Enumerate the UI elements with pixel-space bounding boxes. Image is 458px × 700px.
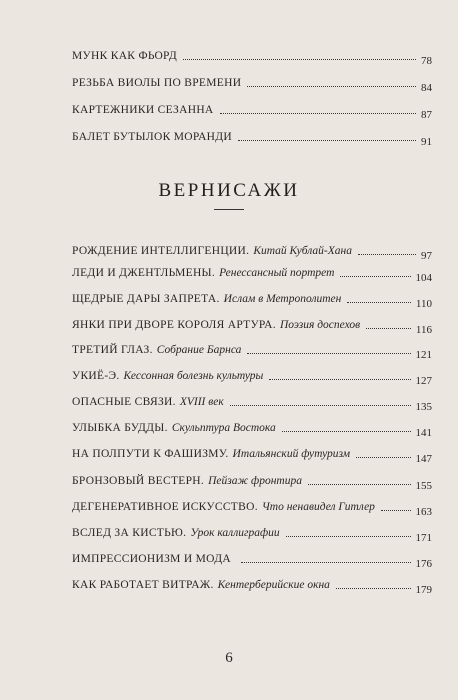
entry-subtitle: Пейзаж фронтира [208, 475, 302, 487]
dot-leader [269, 379, 410, 380]
toc-entry [72, 369, 432, 387]
dot-leader [381, 510, 411, 511]
toc-entry [72, 318, 432, 336]
dot-leader [336, 588, 411, 589]
entry-page-number: 176 [415, 558, 432, 570]
entry-subtitle: Ренессансный портрет [219, 267, 335, 279]
entry-title: ЩЕДРЫЕ ДАРЫ ЗАПРЕТА. [72, 293, 220, 305]
entry-page-number: 141 [415, 427, 432, 439]
entry-page-number: 97 [421, 250, 432, 262]
entry-page-number: 147 [415, 453, 432, 465]
entry-subtitle: Кентерберийские окна [217, 579, 330, 591]
dot-leader [241, 562, 411, 563]
toc-entry [72, 292, 432, 310]
entry-subtitle: Скульптура Востока [171, 422, 276, 434]
entry-subtitle: Что ненавидел Гитлер [261, 501, 375, 513]
entry-title: ТРЕТИЙ ГЛАЗ. [72, 344, 153, 356]
dot-leader [308, 484, 411, 485]
entry-page-number: 179 [415, 584, 432, 596]
dot-leader [220, 113, 416, 114]
entry-title: КАРТЕЖНИКИ СЕЗАННА [72, 104, 214, 116]
dot-leader [230, 405, 411, 406]
dot-leader [183, 59, 416, 60]
toc-entry [72, 266, 432, 284]
entry-page-number: 84 [421, 82, 432, 94]
entry-title: МУНК КАК ФЬОРД [72, 50, 178, 62]
toc-entry [72, 552, 432, 570]
entry-page-number: 116 [415, 324, 432, 336]
dot-leader [358, 254, 416, 255]
entry-page-number: 171 [415, 532, 432, 544]
entry-title: БАЛЕТ БУТЫЛОК МОРАНДИ [72, 131, 233, 143]
entry-subtitle: Китай Кублай-Хана [253, 245, 352, 257]
dot-leader [282, 431, 411, 432]
page-number: 6 [225, 650, 233, 666]
toc-entry [72, 395, 432, 413]
toc-entry [72, 244, 432, 262]
toc-entry [72, 343, 432, 361]
toc-entry [72, 578, 432, 596]
entry-page-number: 127 [415, 375, 432, 387]
toc-entry [72, 474, 432, 492]
entry-title: УКИЁ-Э. [72, 370, 120, 382]
entry-title: ЛЕДИ И ДЖЕНТЛЬМЕНЫ. [72, 267, 216, 279]
toc-entry [72, 447, 432, 465]
toc-entry [72, 49, 432, 67]
dot-leader [238, 140, 416, 141]
entry-title: КАК РАБОТАЕТ ВИТРАЖ. [72, 579, 214, 591]
entry-page-number: 87 [421, 109, 432, 121]
entry-title: РЕЗЬБА ВИОЛЫ ПО ВРЕМЕНИ [72, 77, 242, 89]
entry-page-number: 155 [415, 480, 432, 492]
toc-entry [72, 421, 432, 439]
dot-leader [356, 457, 410, 458]
toc-entry [72, 130, 432, 148]
entry-page-number: 110 [415, 298, 432, 310]
dot-leader [340, 276, 410, 277]
entry-subtitle: Кессонная болезнь культуры [123, 370, 264, 382]
entry-subtitle: Собрание Барнса [156, 344, 242, 356]
entry-title: ОПАСНЫЕ СВЯЗИ. [72, 396, 176, 408]
entry-subtitle: Поэзия доспехов [279, 319, 361, 331]
entry-title: УЛЫБКА БУДДЫ. [72, 422, 168, 434]
dot-leader [247, 353, 410, 354]
entry-title: ВСЛЕД ЗА КИСТЬЮ. [72, 527, 187, 539]
section-heading: ВЕРНИСАЖИ [158, 180, 300, 201]
entry-page-number: 91 [421, 136, 432, 148]
entry-page-number: 163 [415, 506, 432, 518]
entry-subtitle: Итальянский футуризм [232, 448, 351, 460]
dot-leader [247, 86, 416, 87]
dot-leader [286, 536, 411, 537]
toc-entry [72, 526, 432, 544]
entry-page-number: 121 [415, 349, 432, 361]
show-through-shadow [280, 150, 360, 168]
entry-page-number: 135 [415, 401, 432, 413]
entry-subtitle: XVIII век [179, 396, 224, 408]
entry-subtitle: Урок каллиграфии [190, 527, 280, 539]
entry-page-number: 78 [421, 55, 432, 67]
entry-page-number: 104 [415, 272, 432, 284]
entry-title: ИМПРЕССИОНИЗМ И МОДА [72, 553, 231, 565]
entry-title: РОЖДЕНИЕ ИНТЕЛЛИГЕНЦИИ. [72, 245, 250, 257]
toc-entry [72, 103, 432, 121]
toc-entry [72, 500, 432, 518]
heading-rule [214, 209, 244, 210]
dot-leader [347, 302, 411, 303]
entry-title: ДЕГЕНЕРАТИВНОЕ ИСКУССТВО. [72, 501, 258, 513]
dot-leader [366, 328, 411, 329]
entry-subtitle: Ислам в Метрополитен [223, 293, 342, 305]
entry-title: ЯНКИ ПРИ ДВОРЕ КОРОЛЯ АРТУРА. [72, 319, 276, 331]
entry-title: БРОНЗОВЫЙ ВЕСТЕРН. [72, 475, 205, 487]
entry-title: НА ПОЛПУТИ К ФАШИЗМУ. [72, 448, 229, 460]
toc-entry [72, 76, 432, 94]
